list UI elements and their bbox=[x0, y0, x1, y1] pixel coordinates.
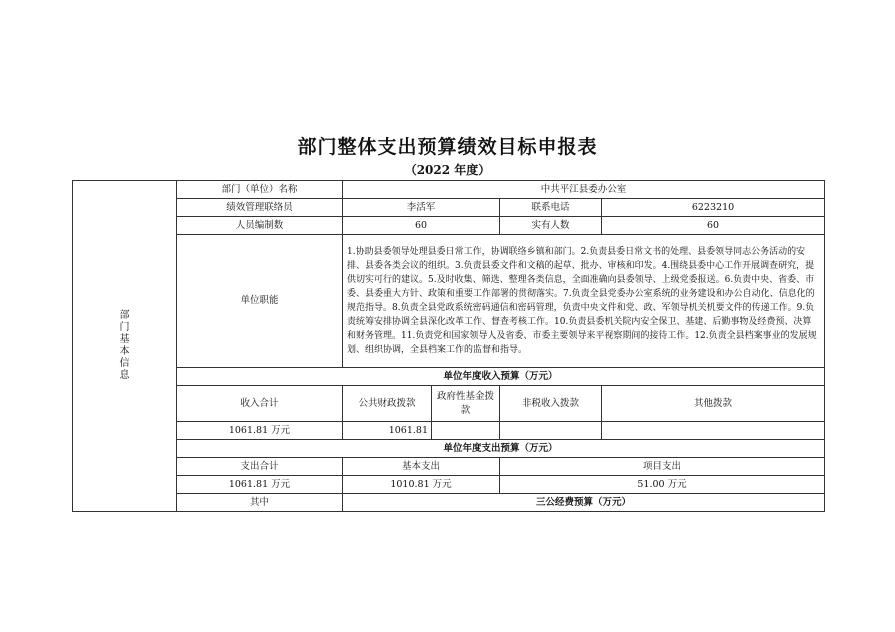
unit-name-value: 中共平江县委办公室 bbox=[343, 181, 825, 199]
page-subtitle-year: （2022 年度） bbox=[404, 163, 491, 177]
income-header-fund: 政府性基金拨款 bbox=[432, 386, 500, 422]
staff-actual-value: 60 bbox=[602, 217, 825, 235]
contact-value: 李活军 bbox=[343, 199, 500, 217]
duties-label: 单位职能 bbox=[177, 235, 343, 368]
income-header-nontax: 非税收入拨款 bbox=[500, 386, 602, 422]
income-value-other bbox=[602, 422, 825, 440]
three-public-heading: 三公经费预算（万元） bbox=[343, 494, 825, 512]
income-heading: 单位年度收入预算（万元） bbox=[177, 368, 825, 386]
income-header-total: 收入合计 bbox=[177, 386, 343, 422]
duties-text: 1.协助县委领导处理县委日常工作，协调联络乡镇和部门。2.负责县委日常文书的处理、县委领导同志公务活动的安排、县委各类会议的组织。3.负责县委文件和文稿的起草、批办、审核和印发。4.围绕县委中心工作开展调查研究，提供切实可行的建议。5.及时收集、筛选、整理各类信息，全面准确向县委领导、上级党委报送。6.负责中央、省委、市委、县委重大方针、政策和重要工作部署的贯彻落实。7.负责全县党委办公室系统的业务建设和办公自动化、信息化的规范指导。8.负责全县党政系统密码通信和密码管理，负责中央文件和党、政、军领导机关机要文件的传递工作。9.负责统筹安排协调全县深化改革工作、督查考核工作。10.负责县委机关院内安全保卫、基建、后勤事物及经费预、决算和财务管理。11.负责党和国家领导人及省委、市委主要领导来平视察期间的接待工作。12.负责全县档案事业的发展规划、组织协调，全县档案工作的监督和指导。 bbox=[343, 235, 825, 368]
page-title: 部门整体支出预算绩效目标申报表 bbox=[297, 136, 598, 158]
section-label-cell bbox=[73, 181, 177, 512]
budget-form-table bbox=[72, 180, 825, 512]
phone-label: 联系电话 bbox=[500, 199, 602, 217]
expense-value-total: 1061.81 万元 bbox=[177, 476, 343, 494]
income-header-public: 公共财政拨款 bbox=[343, 386, 432, 422]
section-label: 部门基本信息 bbox=[119, 309, 130, 381]
expense-header-project: 项目支出 bbox=[500, 458, 825, 476]
contact-label: 绩效管理联络员 bbox=[177, 199, 343, 217]
expense-header-total: 支出合计 bbox=[177, 458, 343, 476]
income-value-total: 1061.81 万元 bbox=[177, 422, 343, 440]
income-value-fund bbox=[432, 422, 500, 440]
staff-actual-label: 实有人数 bbox=[500, 217, 602, 235]
expense-heading: 单位年度支出预算（万元） bbox=[177, 440, 825, 458]
income-value-public: 1061.81 bbox=[343, 422, 432, 440]
income-value-nontax bbox=[500, 422, 602, 440]
expense-header-basic: 基本支出 bbox=[343, 458, 500, 476]
income-header-other: 其他拨款 bbox=[602, 386, 825, 422]
expense-value-basic: 1010.81 万元 bbox=[343, 476, 500, 494]
staff-quota-value: 60 bbox=[343, 217, 500, 235]
staff-quota-label: 人员编制数 bbox=[177, 217, 343, 235]
unit-name-label: 部门（单位）名称 bbox=[177, 181, 343, 199]
among-label: 其中 bbox=[177, 494, 343, 512]
phone-value: 6223210 bbox=[602, 199, 825, 217]
expense-value-project: 51.00 万元 bbox=[500, 476, 825, 494]
